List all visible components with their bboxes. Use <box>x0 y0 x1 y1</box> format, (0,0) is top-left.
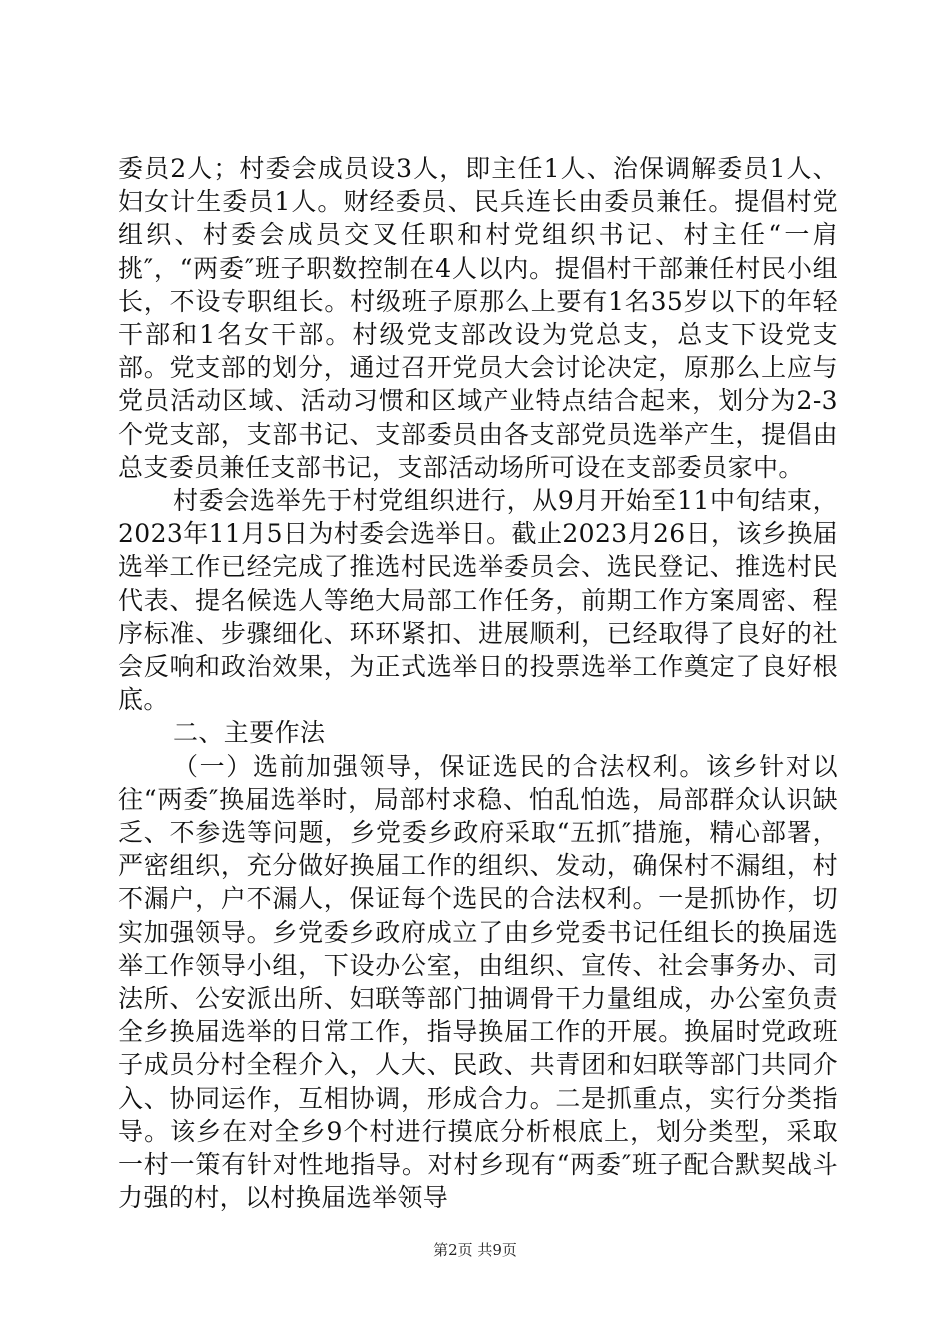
document-body <box>118 152 838 1215</box>
paragraph-2: 村委会选举先于村党组织进行，从9月开始至11中旬结束，2023年11月5日为村委会选举日。截止2023月26日，该乡换届选举工作已经完成了推选村民选举委员会、选民登记、推选村民代表、提名候选人等绝大局部工作任务，前期工作方案周密、程序标准、步骤细化、环环紧扣、进展顺利，已经取得了良好的社会反响和政治效果，为正式选举日的投票选举工作奠定了良好根底。 <box>118 486 838 715</box>
paragraph-1: 委员2人；村委会成员设3人，即主任1人、治保调解委员1人、妇女计生委员1人。财经委员、民兵连长由委员兼任。提倡村党组织、村委会成员交叉任职和村党组织书记、村主任“一肩挑″，“两委″班子职数控制在4人以内。提倡村干部兼任村民小组长，不设专职组长。村级班子原那么上要有1名35岁以下的年轻干部和1名女干部。村级党支部改设为党总支，总支下设党支部。党支部的划分，通过召开党员大会讨论决定，原那么上应与党员活动区域、活动习惯和区域产业特点结合起来，划分为2-3个党支部，支部书记、支部委员由各支部党员选举产生，提倡由总支委员兼任支部书记，支部活动场所可设在支部委员家中。 <box>118 154 838 482</box>
page-footer: 第2页 共9页 <box>433 1241 517 1259</box>
paragraph-3: （一）选前加强领导，保证选民的合法权利。该乡针对以往“两委″换届选举时，局部村求稳、怕乱怕选，局部群众认识缺乏、不参选等问题，乡党委乡政府采取“五抓″措施，精心部署，严密组织，充分做好换届工作的组织、发动，确保村不漏组，村不漏户，户不漏人，保证每个选民的合法权利。一是抓协作，切实加强领导。乡党委乡政府成立了由乡党委书记任组长的换届选举工作领导小组，下设办公室，由组织、宣传、社会事务办、司法所、公安派出所、妇联等部门抽调骨干力量组成，办公室负责全乡换届选举的日常工作，指导换届工作的开展。换届时党政班子成员分村全程介入，人大、民政、共青团和妇联等部门共同介入、协同运作，互相协调，形成合力。二是抓重点，实行分类指导。该乡在对全乡9个村进行摸底分析根底上，划分类型，采取一村一策有针对性地指导。对村乡现有“两委″班子配合默契战斗力强的村，以村换届选举领导 <box>118 751 838 1213</box>
section-heading: 二、主要作法 <box>173 718 326 748</box>
